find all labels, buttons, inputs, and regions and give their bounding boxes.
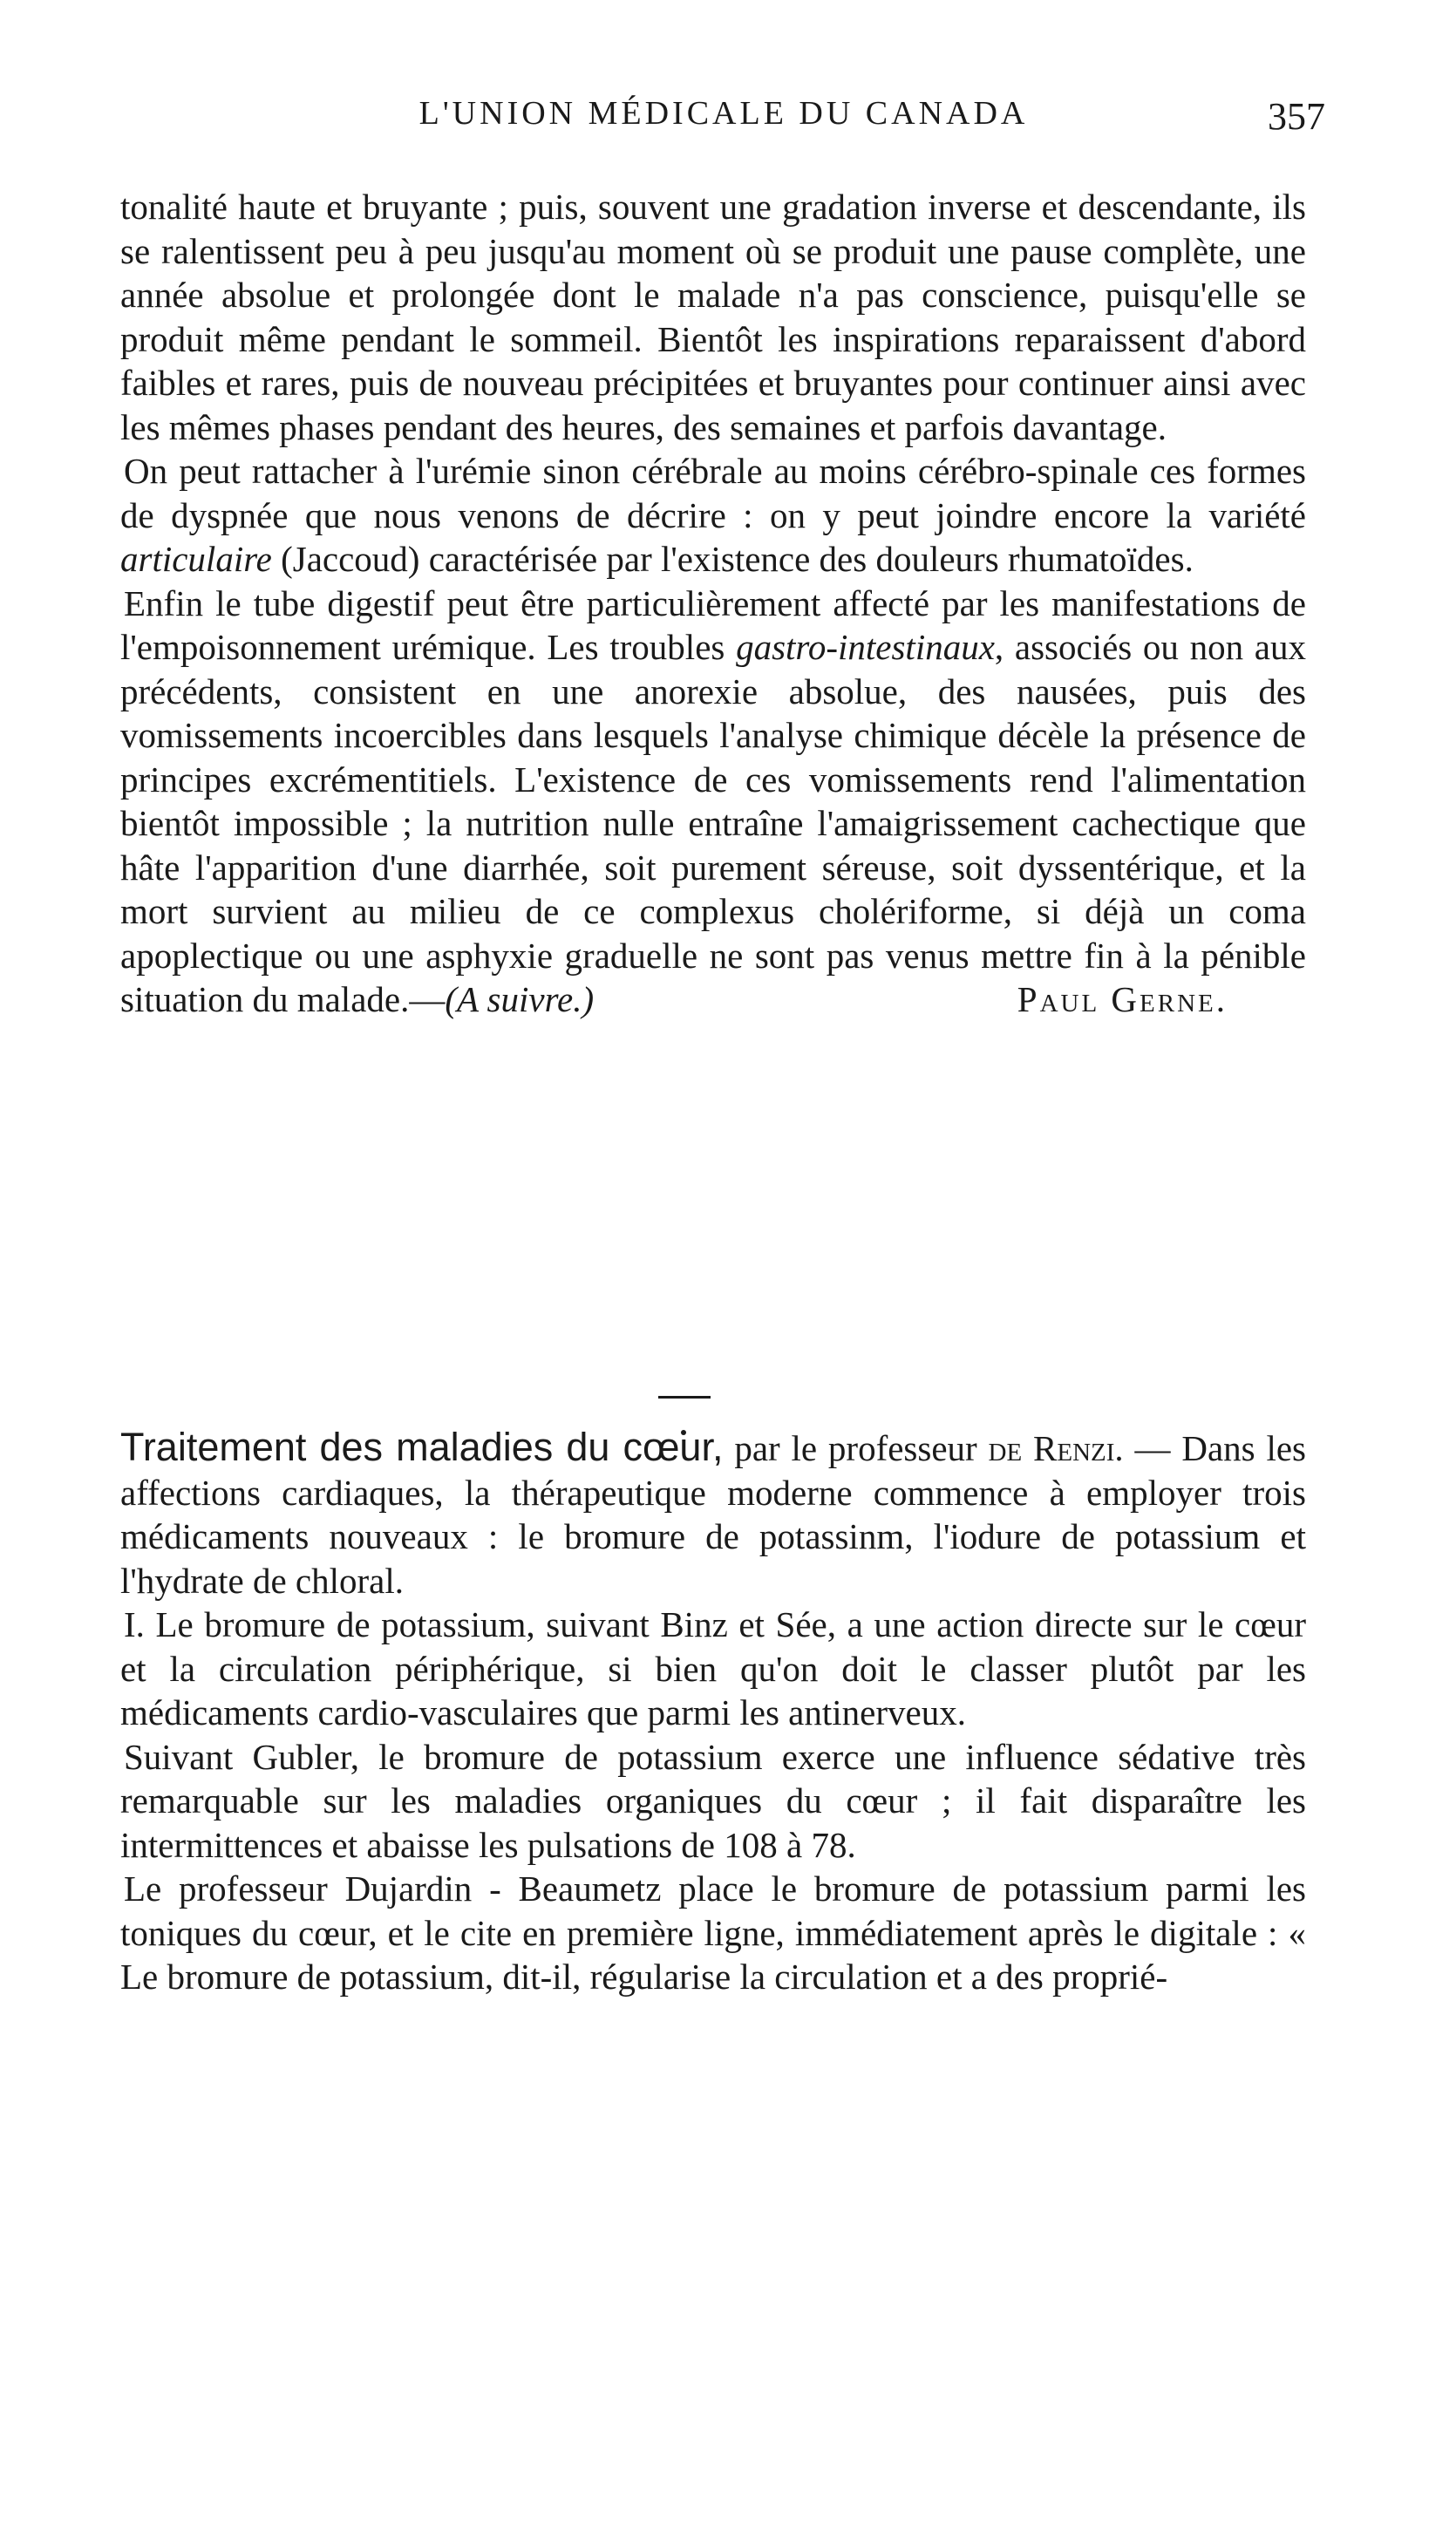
byline-name: de Renzi. bbox=[988, 1428, 1124, 1468]
paragraph: I. Le bromure de potassium, suivant Binz et Sée, a une action directe sur le cœur et la circulation périphérique, si bien qu'on doit le classer plutôt par les médicaments cardio-vasculaires que parmi les antinerveux. bbox=[120, 1604, 1306, 1732]
paragraph bbox=[120, 1426, 1306, 1603]
paragraph bbox=[120, 449, 1306, 582]
paragraph-text: Enfin le tube digestif peut être particulièrement affecté par les manifestations de l'empoisonnement urémique. Les troubles bbox=[120, 582, 1306, 667]
paragraph-text: — Dans les affections cardiaques, la thérapeutique moderne commence à employer trois médicaments nouveaux : le bromure de potassinm, l'iodure de potassium et l'hydrate de chloral. bbox=[120, 1428, 1306, 1601]
paragraph: Suivant Gubler, le bromure de potassium exerce une influence sédative très remarquable sur les maladies organiques du cœur ; il fait disparaître les intermittences et abaisse les pulsations de 108 à 78. bbox=[120, 1736, 1306, 1865]
section-divider bbox=[658, 1396, 711, 1399]
italic-term: articulaire bbox=[120, 539, 272, 579]
running-title: L'UNION MÉDICALE DU CANADA bbox=[418, 95, 1029, 132]
page-number: 357 bbox=[1268, 95, 1325, 138]
paragraph-text: On peut rattacher à l'urémie sinon cérébrale au moins cérébro-spinale ces formes de dyspnée que nous venons de décrire : on y peut joindre encore la variété bbox=[120, 451, 1306, 535]
paragraph-text: (Jaccoud) caractérisée par l'existence des douleurs rhumatoïdes. bbox=[281, 539, 1194, 579]
paragraph bbox=[120, 582, 1306, 1022]
author-signature: Paul Gerne. bbox=[1017, 979, 1228, 1019]
article-1-body bbox=[120, 185, 1306, 1022]
to-be-continued: (A suivre.) bbox=[445, 979, 595, 1019]
paragraph: tonalité haute et bruyante ; puis, souvent une gradation inverse et descendante, ils se ralentissent peu à peu jusqu'au moment où se produit une pause complète, une année absolue et prolongée dont le malade n'a pas conscience, puisqu'elle se produit même pendant le sommeil. Bientôt les inspirations reparaissent d'abord faibles et rares, puis de nouveau précipitées et bruyantes pour continuer ainsi avec les mêmes phases pendant des heures, des semaines et parfois davantage. bbox=[120, 187, 1306, 447]
section-title: Traitement des maladies du cœur, bbox=[120, 1425, 724, 1469]
running-head bbox=[122, 94, 1325, 146]
byline-prefix: par le professeur bbox=[734, 1428, 977, 1468]
paragraph: Le professeur Dujardin - Beaumetz place le bromure de potassium parmi les toniques du cœur, et le cite en première ligne, immédiatement après le digitale : « Le bromure de potassium, dit-il, régularise la circulation et a des proprié- bbox=[120, 1868, 1306, 1997]
paragraph-text: , associés ou non aux précédents, consistent en une anorexie absolue, des nausées, puis des vomissements incoercibles dans lesquels l'analyse chimique décèle la présence de principes excrémentitiels. L'existence de ces vomissements rend l'alimentation bientôt impossible ; la nutrition nulle entraîne l'amaigrissement cachectique que hâte l'apparition d'une diarrhée, soit purement séreuse, soit dyssentérique, et la mort survient au milieu de ce complexus cholériforme, si déjà un coma apoplectique ou une asphyxie graduelle ne sont pas venus mettre fin à la pénible situation du malade.— bbox=[120, 627, 1307, 1019]
italic-term: gastro-intestinaux bbox=[736, 627, 995, 667]
article-2-body bbox=[120, 1426, 1306, 1999]
